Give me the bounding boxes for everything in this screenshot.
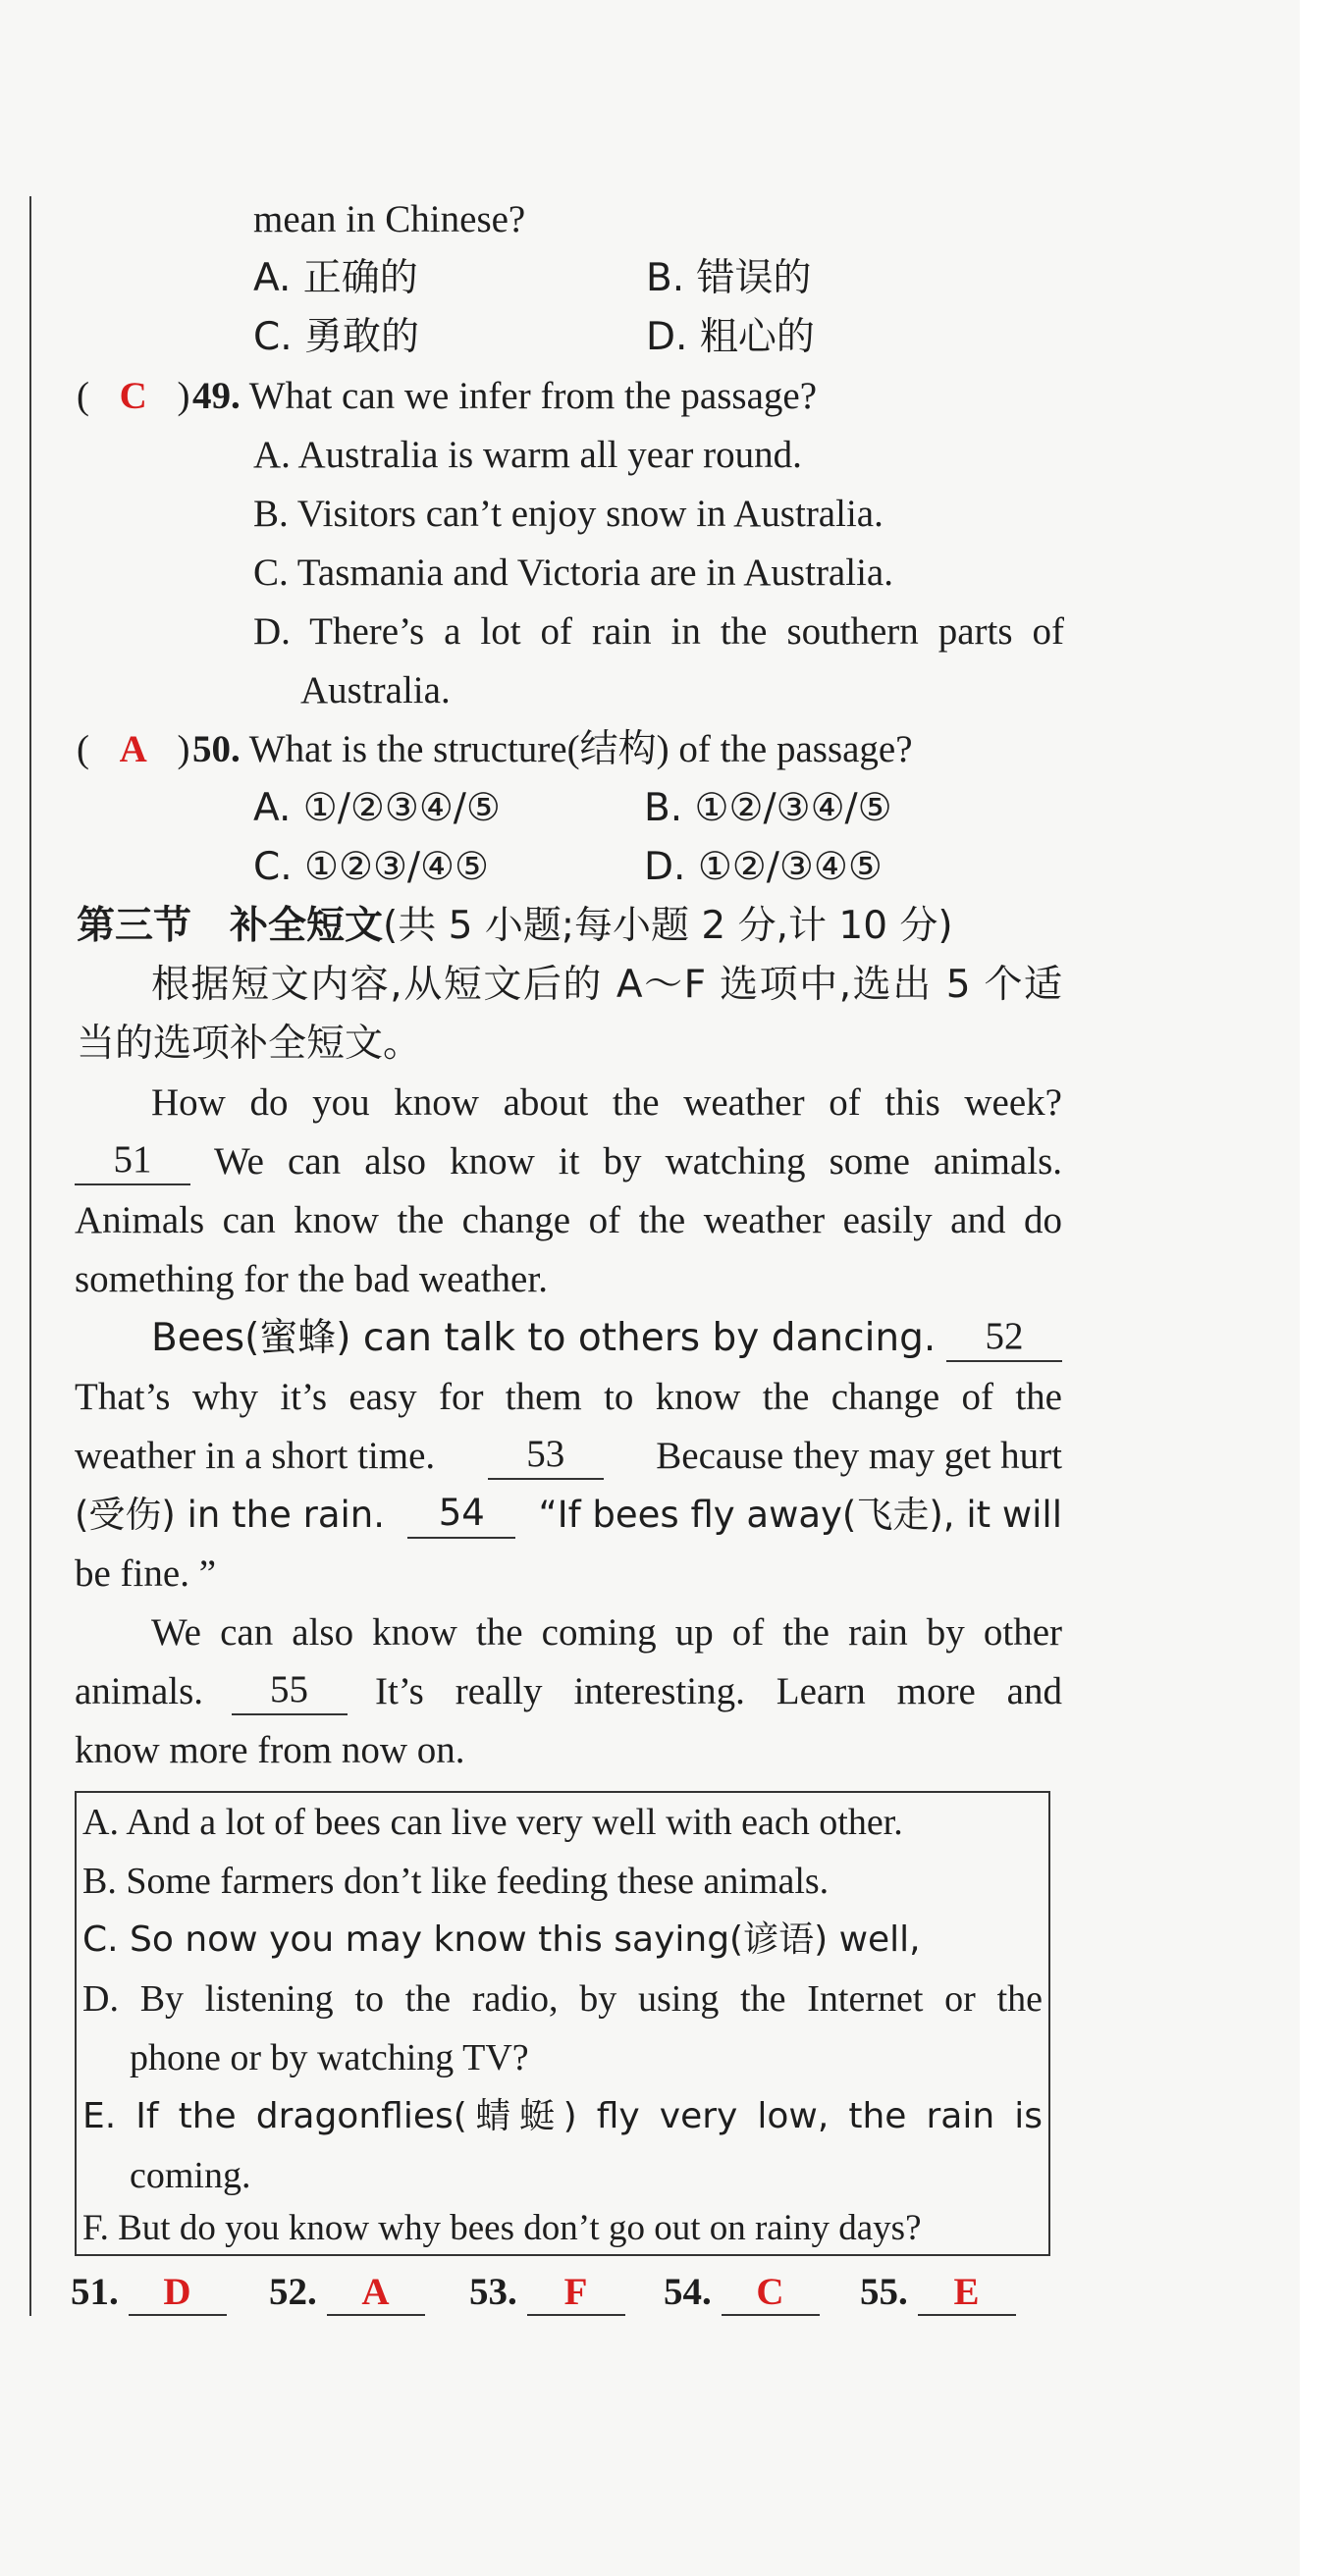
passage-p2-line4-b: “If bees fly away(飞走), it will [538,1494,1062,1536]
q50-option-d: D. ①②/③④⑤ [644,845,883,889]
passage-p2-line3 [75,1433,1062,1480]
page-edge [1300,0,1339,2576]
option-e-line2: coming. [130,2155,251,2196]
answer-value: E [918,2271,1016,2316]
options-box [75,1791,1050,2256]
option-b: B. Some farmers don’t like feeding these animals. [82,1861,830,1902]
passage-p2-line1-text: Bees(蜜蜂) can talk to others by dancing. [151,1316,937,1360]
answer-52 [269,2269,425,2316]
answer-label: 54. [664,2271,712,2313]
q50-option-a: A. ①/②③④/⑤ [253,786,501,830]
section3-heading [77,903,953,950]
q48-option-d: D. 粗心的 [646,315,815,359]
q50-option-b: B. ①②/③④/⑤ [644,786,892,830]
passage-p3-line1: We can also know the coming up of the rain by other [151,1611,1062,1654]
answer-55 [860,2269,1016,2316]
passage-p2-line3-b: Because they may get hurt [656,1435,1062,1477]
q50-answer: A [119,728,147,770]
answer-value: C [722,2271,820,2316]
answer-value: F [527,2271,625,2316]
passage-p3-line2-a: animals. [75,1670,204,1712]
q50-text: What is the structure(结构) of the passage? [248,728,913,770]
option-d-line1: D. By listening to the radio, by using the Internet or the [82,1978,1043,2020]
answer-label: 51. [71,2271,119,2313]
q49-answer-paren [77,373,190,420]
q50-question [192,726,913,773]
q50-number: 50. [192,728,241,770]
q49-question [192,373,817,420]
blank-52: 52 [946,1315,1062,1362]
blank-51: 51 [75,1138,190,1185]
section3-instruction-1: 根据短文内容,从短文后的 A～F 选项中,选出 5 个适 [151,963,1062,1007]
paren-open: ( [77,375,89,417]
q48-stem-tail: mean in Chinese? [253,198,526,240]
passage-p1-line3: Animals can know the change of the weather easily and do [75,1199,1062,1241]
passage-p1-line2 [75,1138,1062,1185]
section3-scoring: (共 5 小题;每小题 2 分,计 10 分) [383,904,953,948]
q49-option-d-cont: Australia. [300,669,451,711]
q49-option-b: B. Visitors can’t enjoy snow in Australia. [253,493,884,535]
q49-number: 49. [192,375,241,417]
q48-option-a: A. 正确的 [253,256,418,300]
answer-value: A [327,2271,425,2316]
q49-text: What can we infer from the passage? [248,375,818,417]
paren-close: ) [177,375,190,417]
blank-55: 55 [232,1668,348,1715]
option-c: C. So now you may know this saying(谚语) well, [82,1919,921,1960]
q49-option-a: A. Australia is warm all year round. [253,434,802,476]
margin-rule [29,196,31,2316]
q48-option-b: B. 错误的 [646,256,812,300]
passage-p2-line4-a: (受伤) in the rain. [75,1494,385,1536]
blank-54: 54 [407,1492,515,1539]
answer-51 [71,2269,227,2316]
option-d-line2: phone or by watching TV? [130,2037,529,2078]
answer-value: D [129,2271,227,2316]
answer-53 [469,2269,625,2316]
answer-label: 52. [269,2271,317,2313]
q49-option-c: C. Tasmania and Victoria are in Australia. [253,552,893,594]
q50-answer-paren [77,726,190,773]
passage-p2-line2: That’s why it’s easy for them to know the change of the [75,1376,1062,1418]
paren-close: ) [177,728,190,770]
section3-instruction-2: 当的选项补全短文。 [77,1022,422,1066]
q48-option-c: C. 勇敢的 [253,315,420,359]
passage-p2-line3-a: weather in a short time. [75,1435,436,1477]
q49-answer: C [119,375,147,417]
section3-title: 第三节 补全短文 [77,904,384,948]
option-f: F. But do you know why bees don’t go out on rainy days? [82,2208,922,2248]
passage-p3-line2 [75,1668,1062,1715]
option-a: A. And a lot of bees can live very well with each other. [82,1802,903,1843]
paren-open: ( [77,728,89,770]
passage-p1-line2-text: We can also know it by watching some animals. [214,1140,1062,1183]
q50-option-c: C. ①②③/④⑤ [253,845,489,889]
answer-54 [664,2269,820,2316]
passage-p3-line2-b: It’s really interesting. Learn more and [375,1670,1062,1712]
option-e-line1: E. If the dragonflies(蜻蜓) fly very low, the rain is [82,2096,1043,2136]
passage-p2-line1 [151,1315,1062,1362]
passage-p1-line4: something for the bad weather. [75,1258,548,1300]
answer-label: 55. [860,2271,908,2313]
q49-option-d: D. There’s a lot of rain in the southern parts of [253,610,1064,653]
passage-p3-line3: know more from now on. [75,1729,465,1771]
blank-53: 53 [488,1433,604,1480]
passage-p2-line5: be fine. ” [75,1552,217,1595]
passage-p1-line1: How do you know about the weather of this week? [151,1081,1062,1124]
passage-p2-line4 [75,1492,1062,1539]
answer-label: 53. [469,2271,517,2313]
